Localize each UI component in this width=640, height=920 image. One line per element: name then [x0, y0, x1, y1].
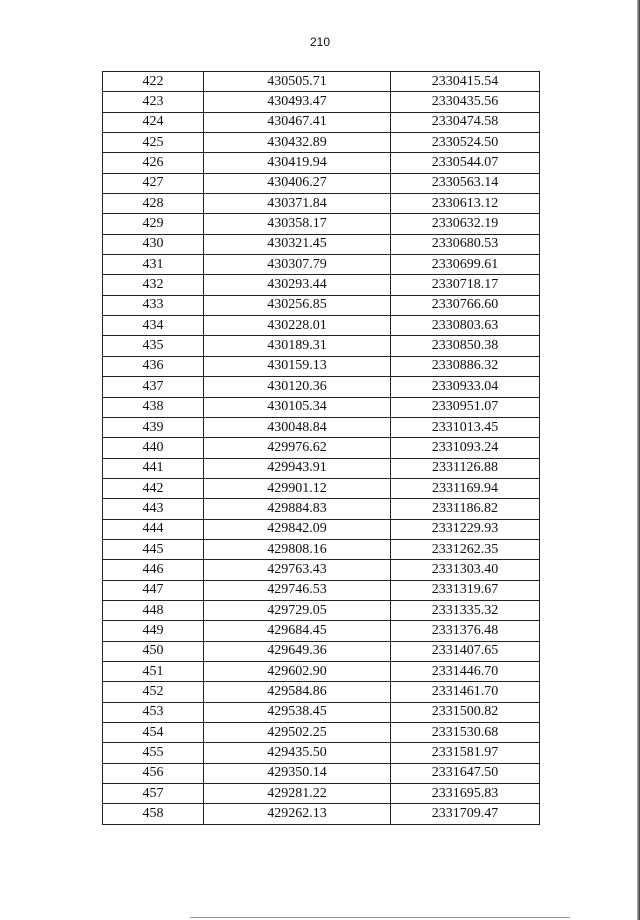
y-coordinate-cell: 2331500.82	[391, 702, 540, 722]
table-row	[103, 519, 540, 539]
table-row	[103, 600, 540, 620]
x-coordinate-cell: 429746.53	[204, 580, 391, 600]
y-coordinate-cell: 2330563.14	[391, 173, 540, 193]
table-row	[103, 356, 540, 376]
table-row	[103, 458, 540, 478]
point-number-cell: 452	[103, 682, 204, 702]
x-coordinate-cell: 429584.86	[204, 682, 391, 702]
y-coordinate-cell: 2330803.63	[391, 316, 540, 336]
table-row	[103, 397, 540, 417]
x-coordinate-cell: 430189.31	[204, 336, 391, 356]
table-row	[103, 275, 540, 295]
x-coordinate-cell: 429435.50	[204, 743, 391, 763]
x-coordinate-cell: 429281.22	[204, 784, 391, 804]
table-row	[103, 214, 540, 234]
table-row	[103, 539, 540, 559]
coordinate-table-body	[103, 72, 540, 825]
x-coordinate-cell: 429901.12	[204, 478, 391, 498]
point-number-cell: 450	[103, 641, 204, 661]
y-coordinate-cell: 2331376.48	[391, 621, 540, 641]
y-coordinate-cell: 2330632.19	[391, 214, 540, 234]
x-coordinate-cell: 429808.16	[204, 539, 391, 559]
x-coordinate-cell: 429502.25	[204, 723, 391, 743]
table-row	[103, 804, 540, 824]
y-coordinate-cell: 2330613.12	[391, 194, 540, 214]
table-row	[103, 621, 540, 641]
x-coordinate-cell: 429729.05	[204, 600, 391, 620]
table-row	[103, 580, 540, 600]
table-row	[103, 255, 540, 275]
point-number-cell: 448	[103, 600, 204, 620]
y-coordinate-cell: 2330435.56	[391, 92, 540, 112]
point-number-cell: 449	[103, 621, 204, 641]
table-row	[103, 478, 540, 498]
x-coordinate-cell: 429538.45	[204, 702, 391, 722]
point-number-cell: 430	[103, 234, 204, 254]
point-number-cell: 443	[103, 499, 204, 519]
x-coordinate-cell: 430120.36	[204, 377, 391, 397]
y-coordinate-cell: 2330766.60	[391, 295, 540, 315]
point-number-cell: 438	[103, 397, 204, 417]
table-row	[103, 417, 540, 437]
table-row	[103, 763, 540, 783]
x-coordinate-cell: 429884.83	[204, 499, 391, 519]
y-coordinate-cell: 2330524.50	[391, 133, 540, 153]
y-coordinate-cell: 2331303.40	[391, 560, 540, 580]
point-number-cell: 447	[103, 580, 204, 600]
point-number-cell: 436	[103, 356, 204, 376]
point-number-cell: 426	[103, 153, 204, 173]
point-number-cell: 451	[103, 661, 204, 681]
x-coordinate-cell: 430307.79	[204, 255, 391, 275]
point-number-cell: 458	[103, 804, 204, 824]
table-row	[103, 743, 540, 763]
y-coordinate-cell: 2331407.65	[391, 641, 540, 661]
x-coordinate-cell: 429350.14	[204, 763, 391, 783]
table-row	[103, 661, 540, 681]
x-coordinate-cell: 430467.41	[204, 112, 391, 132]
table-row	[103, 112, 540, 132]
point-number-cell: 431	[103, 255, 204, 275]
table-row	[103, 173, 540, 193]
y-coordinate-cell: 2330474.58	[391, 112, 540, 132]
point-number-cell: 424	[103, 112, 204, 132]
point-number-cell: 432	[103, 275, 204, 295]
y-coordinate-cell: 2330415.54	[391, 72, 540, 92]
point-number-cell: 455	[103, 743, 204, 763]
y-coordinate-cell: 2331530.68	[391, 723, 540, 743]
x-coordinate-cell: 430358.17	[204, 214, 391, 234]
y-coordinate-cell: 2330718.17	[391, 275, 540, 295]
table-row	[103, 336, 540, 356]
table-row	[103, 377, 540, 397]
x-coordinate-cell: 429763.43	[204, 560, 391, 580]
point-number-cell: 453	[103, 702, 204, 722]
point-number-cell: 429	[103, 214, 204, 234]
y-coordinate-cell: 2331695.83	[391, 784, 540, 804]
y-coordinate-cell: 2330850.38	[391, 336, 540, 356]
table-row	[103, 153, 540, 173]
point-number-cell: 446	[103, 560, 204, 580]
y-coordinate-cell: 2331186.82	[391, 499, 540, 519]
point-number-cell: 456	[103, 763, 204, 783]
point-number-cell: 441	[103, 458, 204, 478]
scan-edge-bottom	[190, 917, 570, 918]
x-coordinate-cell: 430505.71	[204, 72, 391, 92]
x-coordinate-cell: 430406.27	[204, 173, 391, 193]
point-number-cell: 422	[103, 72, 204, 92]
x-coordinate-cell: 430105.34	[204, 397, 391, 417]
y-coordinate-cell: 2331093.24	[391, 438, 540, 458]
point-number-cell: 428	[103, 194, 204, 214]
x-coordinate-cell: 430228.01	[204, 316, 391, 336]
y-coordinate-cell: 2331461.70	[391, 682, 540, 702]
point-number-cell: 440	[103, 438, 204, 458]
y-coordinate-cell: 2331709.47	[391, 804, 540, 824]
y-coordinate-cell: 2331319.67	[391, 580, 540, 600]
point-number-cell: 425	[103, 133, 204, 153]
table-row	[103, 72, 540, 92]
x-coordinate-cell: 430371.84	[204, 194, 391, 214]
y-coordinate-cell: 2331581.97	[391, 743, 540, 763]
point-number-cell: 423	[103, 92, 204, 112]
x-coordinate-cell: 430159.13	[204, 356, 391, 376]
x-coordinate-cell: 429602.90	[204, 661, 391, 681]
y-coordinate-cell: 2330933.04	[391, 377, 540, 397]
point-number-cell: 433	[103, 295, 204, 315]
table-row	[103, 295, 540, 315]
table-row	[103, 641, 540, 661]
y-coordinate-cell: 2331446.70	[391, 661, 540, 681]
point-number-cell: 435	[103, 336, 204, 356]
table-row	[103, 234, 540, 254]
y-coordinate-cell: 2330544.07	[391, 153, 540, 173]
x-coordinate-cell: 430048.84	[204, 417, 391, 437]
y-coordinate-cell: 2330680.53	[391, 234, 540, 254]
y-coordinate-cell: 2331335.32	[391, 600, 540, 620]
point-number-cell: 437	[103, 377, 204, 397]
y-coordinate-cell: 2331229.93	[391, 519, 540, 539]
point-number-cell: 445	[103, 539, 204, 559]
point-number-cell: 454	[103, 723, 204, 743]
table-row	[103, 723, 540, 743]
x-coordinate-cell: 430493.47	[204, 92, 391, 112]
x-coordinate-cell: 429262.13	[204, 804, 391, 824]
coordinate-table	[102, 71, 540, 825]
point-number-cell: 434	[103, 316, 204, 336]
x-coordinate-cell: 430256.85	[204, 295, 391, 315]
table-row	[103, 560, 540, 580]
x-coordinate-cell: 430419.94	[204, 153, 391, 173]
x-coordinate-cell: 429684.45	[204, 621, 391, 641]
point-number-cell: 457	[103, 784, 204, 804]
y-coordinate-cell: 2330886.32	[391, 356, 540, 376]
point-number-cell: 442	[103, 478, 204, 498]
table-row	[103, 438, 540, 458]
y-coordinate-cell: 2331013.45	[391, 417, 540, 437]
x-coordinate-cell: 429976.62	[204, 438, 391, 458]
x-coordinate-cell: 429649.36	[204, 641, 391, 661]
x-coordinate-cell: 430321.45	[204, 234, 391, 254]
table-row	[103, 682, 540, 702]
y-coordinate-cell: 2331262.35	[391, 539, 540, 559]
y-coordinate-cell: 2331169.94	[391, 478, 540, 498]
page-number: 210	[309, 35, 331, 49]
x-coordinate-cell: 429842.09	[204, 519, 391, 539]
y-coordinate-cell: 2330951.07	[391, 397, 540, 417]
x-coordinate-cell: 429943.91	[204, 458, 391, 478]
table-row	[103, 92, 540, 112]
point-number-cell: 439	[103, 417, 204, 437]
table-row	[103, 133, 540, 153]
table-row	[103, 702, 540, 722]
x-coordinate-cell: 430293.44	[204, 275, 391, 295]
table-row	[103, 316, 540, 336]
y-coordinate-cell: 2331647.50	[391, 763, 540, 783]
y-coordinate-cell: 2330699.61	[391, 255, 540, 275]
point-number-cell: 444	[103, 519, 204, 539]
y-coordinate-cell: 2331126.88	[391, 458, 540, 478]
x-coordinate-cell: 430432.89	[204, 133, 391, 153]
table-row	[103, 499, 540, 519]
point-number-cell: 427	[103, 173, 204, 193]
table-row	[103, 194, 540, 214]
table-row	[103, 784, 540, 804]
